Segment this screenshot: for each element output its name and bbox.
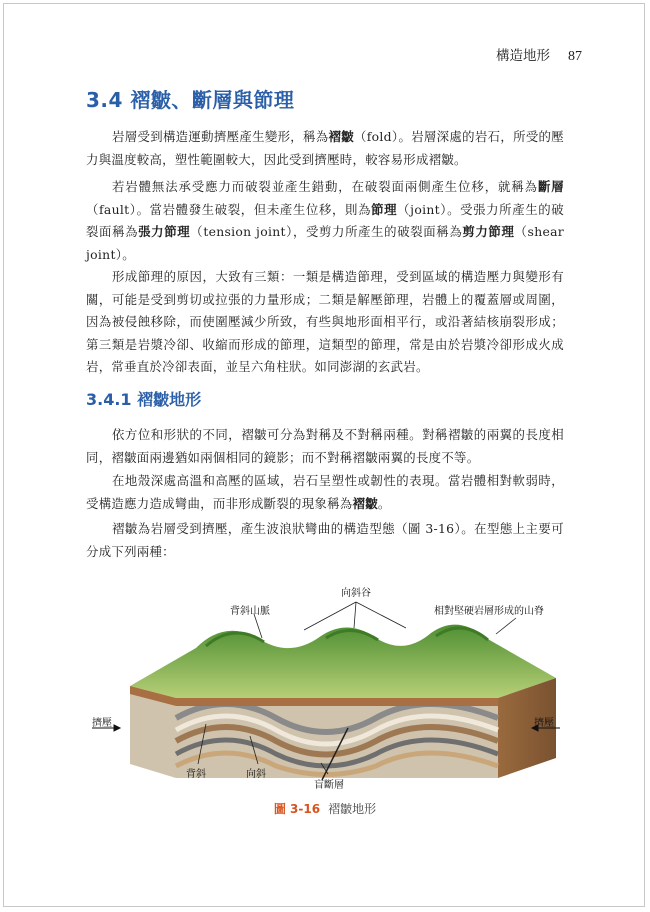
figure-number: 圖 3-16 [273, 802, 321, 816]
paragraph-fold-forms: 褶皺為岩層受到擠壓，產生波浪狀彎曲的構造型態（圖 3-16）。在型態上主要可分成下列兩種： [86, 521, 564, 559]
page-number: 87 [568, 49, 582, 64]
paragraph-fold-definition: 在地殼深處高溫和高壓的區域，岩石呈塑性或韌性的表現。當岩體相對軟弱時，受構造應力造成彎曲，而非形成斷裂的現象稱為褶皺。 [86, 473, 564, 511]
label-resistant-ridge: 相對堅硬岩層形成的山脊 [434, 606, 544, 617]
term-joint: 節理 [371, 201, 398, 217]
section-title: 3.4 褶皺、斷層與節理 [86, 88, 295, 112]
paragraph-fold-types: 依方位和形狀的不同，褶皺可分為對稱及不對稱兩種。對稱褶皺的兩翼的長度相同，褶皺面兩邊猶如兩個相同的鏡影；而不對稱褶皺兩翼的長度不等。 [86, 427, 564, 465]
label-syncline-valley: 向斜谷 [341, 588, 371, 599]
label-syncline: 向斜 [246, 769, 266, 780]
term-fault: 斷層 [537, 179, 564, 194]
label-compression-right: 擠壓 [534, 718, 554, 729]
running-header [0, 44, 582, 65]
label-compression-left: 擠壓 [92, 718, 112, 729]
figure-caption [0, 800, 650, 817]
chapter-title: 構造地形 [496, 48, 550, 64]
term-shear-joint: 剪力節理 [462, 224, 515, 240]
paragraph-fault-joint: 若岩體無法承受應力而破裂並產生錯動，在破裂面兩側產生位移，就稱為斷層（fault）。當岩體發生破裂，但未產生位移，則為節理（joint）。受張力所產生的破裂面稱為張力節理（tension joint），受剪力所產生的破裂面稱為剪力節理（shear joint）。 [86, 179, 565, 262]
subsection-title: 3.4.1 褶皺地形 [86, 390, 202, 409]
label-blind-fault: 盲斷層 [314, 780, 344, 791]
term-fold: 褶皺 [328, 129, 354, 144]
label-anticline-ridge: 背斜山脈 [230, 606, 270, 617]
paragraph-joint-causes: 形成節理的原因，大致有三類：一類是構造節理，受到區域的構造壓力與變形有關，可能是受到剪切或拉張的力量形成；二類是解壓節理，岩體上的覆蓋層或周圍，因為被侵蝕移除，而使圍壓減少所致，有些與地形面相平行，或沿著結核崩裂形成；第三類是岩漿冷卻、收縮而形成的節理，這類型的節理，常是由於岩漿冷卻形成火成岩，常垂直於冷卻表面，並呈六角柱狀。如同澎湖的玄武岩。 [86, 269, 564, 375]
terrain-surface [130, 625, 556, 698]
figure-caption-text: 褶皺地形 [328, 802, 377, 816]
label-anticline: 背斜 [186, 769, 206, 780]
term-fold-2: 褶皺 [352, 495, 378, 511]
fold-landscape-figure [86, 578, 566, 793]
paragraph-fold: 岩層受到構造運動擠壓產生變形，稱為褶皺（fold）。岩層深處的岩石，所受的壓力與溫度較高，塑性範圍較大，因此受到擠壓時，較容易形成褶皺。 [86, 129, 564, 167]
term-tension-joint: 張力節理 [138, 224, 191, 240]
